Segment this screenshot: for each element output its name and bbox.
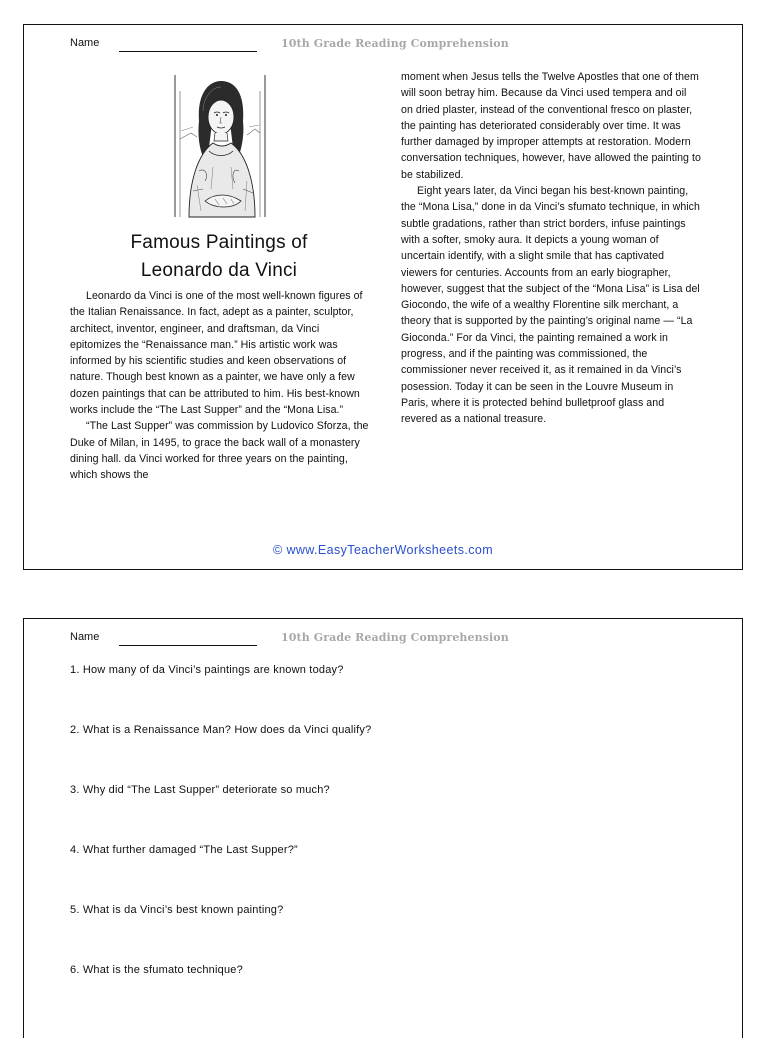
question-6: 6. What is the sfumato technique? bbox=[70, 964, 243, 976]
name-line bbox=[119, 645, 257, 646]
article-title bbox=[64, 229, 374, 285]
worksheet-page-1 bbox=[23, 24, 743, 570]
paragraph-mona-lisa: Eight years later, da Vinci began his best-known painting, the “Mona Lisa,” done in da Vinci’s sfumato technique, in which subtle gradations, rather than strict borders, infuse paintings with a softer, smoky aura. It depicts a young woman of uncertain identify, with a slight smile that has captivated viewers for centuries. Accounts from an early biographer, however, suggest that the subject of the “Mona Lisa” is Lisa del Giocondo, the wife of a wealthy Florentine silk merchant, a theory that is supported by the painting’s original name — “La Gioconda.” For da Vinci, the painting remained a work in progress, and if the painting was commissioned, the commissioner never received it, as it remained in da Vinci’s posession. Today it can be seen in the Louvre Museum in Paris, where it is protected behind bulletproof glass and revered as a national treasure. bbox=[401, 185, 700, 426]
grade-title: 10th Grade Reading Comprehension bbox=[281, 631, 509, 644]
grade-title: 10th Grade Reading Comprehension bbox=[281, 37, 509, 50]
name-line bbox=[119, 51, 257, 52]
copyright-link[interactable]: © www.EasyTeacherWorksheets.com bbox=[272, 543, 494, 557]
name-label: Name bbox=[70, 37, 100, 49]
right-column bbox=[401, 69, 701, 428]
question-2: 2. What is a Renaissance Man? How does da Vinci qualify? bbox=[70, 724, 372, 736]
name-label: Name bbox=[70, 631, 100, 643]
paragraph-intro: Leonardo da Vinci is one of the most well-known figures of the Italian Renaissance. In fact, adept as a painter, sculptor, architect, inventor, engineer, and draftsman, da Vinci epitomizes the “Renaissance man.” His artistic work was informed by his scientific studies and keen observations of nature. Though best known as a painter, we have only a few dozen paintings that can be attributed to him. His best-known works include the “The Last Supper” and the “Mona Lisa.” bbox=[70, 290, 363, 417]
article-title-line-2: Leonardo da Vinci bbox=[140, 260, 298, 281]
question-3: 3. Why did “The Last Supper” deteriorate so much? bbox=[70, 784, 330, 796]
paragraph-last-supper: “The Last Supper” was commission by Ludovico Sforza, the Duke of Milan, in 1495, to grace the back wall of a monastery dining hall. da Vinci worked for three years on the painting, which shows the bbox=[70, 420, 369, 482]
article-title-line-1: Famous Paintings of bbox=[130, 232, 308, 253]
question-5: 5. What is da Vinci’s best known painting? bbox=[70, 904, 284, 916]
paragraph-last-supper-continued: moment when Jesus tells the Twelve Apostles that one of them will soon betray him. Because da Vinci used tempera and oil on dried plaster, instead of the conventional fresco on plaster, the painting has deteriorated considerably over time. It was further damaged by improper attempts at restoration. Modern conversation techniques, however, have allowed the painting to be stabilized. bbox=[401, 71, 701, 181]
question-1: 1. How many of da Vinci’s paintings are known today? bbox=[70, 664, 344, 676]
mona-lisa-illustration bbox=[169, 71, 273, 219]
left-column bbox=[70, 288, 370, 484]
worksheet-page-2 bbox=[23, 618, 743, 1038]
question-4: 4. What further damaged “The Last Supper?” bbox=[70, 844, 298, 856]
